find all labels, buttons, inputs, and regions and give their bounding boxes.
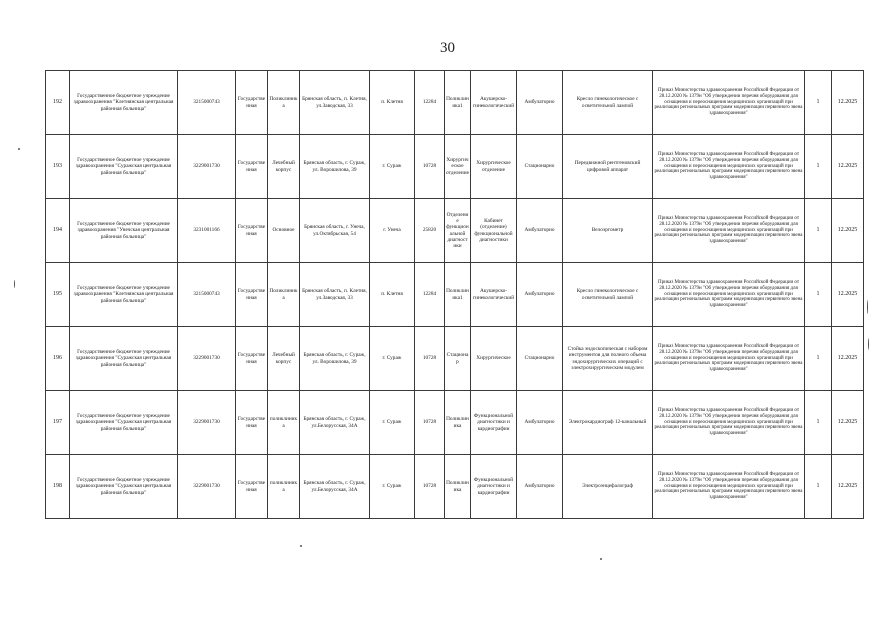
scan-speck <box>300 545 302 547</box>
cell-address: Брянская область, г. Сураж, ул. Ворошилова, 39 <box>300 135 370 199</box>
page-number: 30 <box>440 40 455 56</box>
cell-settlement: г. Унеча <box>370 199 415 263</box>
cell-address: Брянская область, г. Унеча, ул.Октябрьская, 54 <box>300 199 370 263</box>
cell-ownership-type: Государственная <box>236 327 268 391</box>
cell-equipment-name: Электроэнцефалограф <box>563 455 653 519</box>
table-row <box>46 327 864 391</box>
cell-department: Хирургическое отделение <box>471 135 517 199</box>
cell-order-reference: Приказ Министерства здравоохранения Российской Федерации от 28.12.2020 № 1379н "Об утверждении перечня оборудования для оснащения и переоснащения медицинских организаций при реализации региональных программ модернизации первичного звена здравоохранения" <box>653 327 805 391</box>
cell-quantity: 1 <box>805 391 832 455</box>
cell-department: Акушерско-гинекологический <box>471 263 517 327</box>
cell-quantity: 1 <box>805 263 832 327</box>
cell-building-unit: Поликлиника <box>268 263 300 327</box>
cell-row-number: 195 <box>46 263 70 327</box>
cell-due-date: 12.2025 <box>832 199 864 263</box>
cell-due-date: 12.2025 <box>832 327 864 391</box>
scan-speck <box>868 338 869 350</box>
cell-division: Хирургическое отделение <box>445 135 471 199</box>
cell-ownership-type: Государственная <box>236 71 268 135</box>
cell-organization-name: Государственное бюджетное учреждение здравоохранения "Суражская центральная районная больница" <box>70 135 178 199</box>
equipment-registry-table <box>45 70 864 519</box>
scan-speck <box>600 558 602 560</box>
cell-care-form: Амбулаторно <box>517 263 563 327</box>
cell-inn-code: 3229001730 <box>178 391 236 455</box>
cell-care-form: Амбулаторно <box>517 391 563 455</box>
cell-settlement: г. Сураж <box>370 455 415 519</box>
cell-row-number: 196 <box>46 327 70 391</box>
cell-row-number: 194 <box>46 199 70 263</box>
cell-division: Отделение функциональной диагностики <box>445 199 471 263</box>
cell-organization-name: Государственное бюджетное учреждение здравоохранения "Клетнянская центральная районная больница" <box>70 263 178 327</box>
cell-order-reference: Приказ Министерства здравоохранения Российской Федерации от 28.12.2020 № 1379н "Об утверждении перечня оборудования для оснащения и переоснащения медицинских организаций при реализации региональных программ модернизации первичного звена здравоохранения" <box>653 263 805 327</box>
cell-inn-code: 3215000743 <box>178 71 236 135</box>
scan-speck <box>14 280 15 288</box>
cell-equipment-name: Стойка эндоскопическая с набором инструментов для полного объема эндохирургических операций с электрохирургическим модулем <box>563 327 653 391</box>
cell-order-reference: Приказ Министерства здравоохранения Российской Федерации от 28.12.2020 № 1379н "Об утверждении перечня оборудования для оснащения и переоснащения медицинских организаций при реализации региональных программ модернизации первичного звена здравоохранения" <box>653 455 805 519</box>
cell-address: Брянская область, г. Сураж, ул. Ворошилова, 39 <box>300 327 370 391</box>
cell-division: Стационар <box>445 327 471 391</box>
cell-due-date: 12.2025 <box>832 391 864 455</box>
table-row <box>46 455 864 519</box>
cell-department: Функциональной диагностики и кардиографии <box>471 455 517 519</box>
cell-inn-code: 3229001730 <box>178 455 236 519</box>
table-row <box>46 135 864 199</box>
cell-organization-name: Государственное бюджетное учреждение здравоохранения "Суражская центральная районная больница" <box>70 455 178 519</box>
cell-due-date: 12.2025 <box>832 263 864 327</box>
cell-row-number: 193 <box>46 135 70 199</box>
cell-organization-name: Государственное бюджетное учреждение здравоохранения "Унечская центральная районная больница" <box>70 199 178 263</box>
cell-ownership-type: Государственная <box>236 199 268 263</box>
cell-building-unit: поликлиника <box>268 391 300 455</box>
cell-building-unit: Поликлиника <box>268 71 300 135</box>
cell-quantity: 1 <box>805 199 832 263</box>
cell-division: Поликлиника <box>445 391 471 455</box>
table-row <box>46 71 864 135</box>
cell-ownership-type: Государственная <box>236 455 268 519</box>
cell-care-form: Амбулаторно <box>517 455 563 519</box>
cell-equipment-name: Передвижной рентгеновский цифровой аппарат <box>563 135 653 199</box>
cell-equipment-name: Велоэргометр <box>563 199 653 263</box>
cell-population: 10728 <box>415 327 445 391</box>
cell-due-date: 12.2025 <box>832 455 864 519</box>
cell-address: Брянская область, г. Сураж, ул.Белорусская, 34А <box>300 391 370 455</box>
cell-row-number: 198 <box>46 455 70 519</box>
cell-address: Брянская область, г. Сураж, ул.Белорусская, 34А <box>300 455 370 519</box>
cell-settlement: п. Клетня <box>370 71 415 135</box>
cell-population: 25820 <box>415 199 445 263</box>
scan-speck <box>867 300 868 314</box>
cell-equipment-name: Кресло гинекологическое с осветительной лампой <box>563 71 653 135</box>
cell-row-number: 192 <box>46 71 70 135</box>
cell-quantity: 1 <box>805 327 832 391</box>
cell-inn-code: 3215000743 <box>178 263 236 327</box>
cell-organization-name: Государственное бюджетное учреждение здравоохранения "Суражская центральная районная больница" <box>70 391 178 455</box>
cell-care-form: Стационарно <box>517 327 563 391</box>
cell-division: Поликлиника <box>445 455 471 519</box>
cell-building-unit: Основное <box>268 199 300 263</box>
cell-population: 10728 <box>415 391 445 455</box>
cell-order-reference: Приказ Министерства здравоохранения Российской Федерации от 28.12.2020 № 1379н "Об утверждении перечня оборудования для оснащения и переоснащения медицинских организаций при реализации региональных программ модернизации первичного звена здравоохранения" <box>653 71 805 135</box>
cell-order-reference: Приказ Министерства здравоохранения Российской Федерации от 28.12.2020 № 1379н "Об утверждении перечня оборудования для оснащения и переоснащения медицинских организаций при реализации региональных программ модернизации первичного звена здравоохранения" <box>653 199 805 263</box>
cell-department: Акушерско-гинекологический <box>471 71 517 135</box>
cell-care-form: Амбулаторно <box>517 199 563 263</box>
table-row <box>46 263 864 327</box>
cell-settlement: г. Сураж <box>370 327 415 391</box>
cell-organization-name: Государственное бюджетное учреждение здравоохранения "Суражская центральная районная больница" <box>70 327 178 391</box>
cell-ownership-type: Государственная <box>236 263 268 327</box>
cell-building-unit: поликлиника <box>268 455 300 519</box>
cell-due-date: 12.2025 <box>832 71 864 135</box>
cell-row-number: 197 <box>46 391 70 455</box>
cell-settlement: г. Сураж <box>370 135 415 199</box>
cell-order-reference: Приказ Министерства здравоохранения Российской Федерации от 28.12.2020 № 1379н "Об утверждении перечня оборудования для оснащения и переоснащения медицинских организаций при реализации региональных программ модернизации первичного звена здравоохранения" <box>653 391 805 455</box>
cell-building-unit: Лечебный корпус <box>268 327 300 391</box>
cell-ownership-type: Государственная <box>236 135 268 199</box>
cell-settlement: г. Сураж <box>370 391 415 455</box>
cell-quantity: 1 <box>805 135 832 199</box>
cell-department: Функциональной диагностики и кардиографии <box>471 391 517 455</box>
cell-department: Кабинет (отделение) функциональной диагностики <box>471 199 517 263</box>
cell-population: 10728 <box>415 135 445 199</box>
cell-address: Брянская область, п. Клетня, ул.Заводская, 33 <box>300 71 370 135</box>
cell-quantity: 1 <box>805 455 832 519</box>
cell-division: Поликлиника1 <box>445 263 471 327</box>
cell-population: 12284 <box>415 263 445 327</box>
cell-department: Хирургическое <box>471 327 517 391</box>
cell-settlement: п. Клетня <box>370 263 415 327</box>
cell-division: Поликлиника1 <box>445 71 471 135</box>
cell-equipment-name: Кресло гинекологическое с осветительной лампой <box>563 263 653 327</box>
cell-building-unit: Лечебный корпус <box>268 135 300 199</box>
cell-order-reference: Приказ Министерства здравоохранения Российской Федерации от 28.12.2020 № 1379н "Об утверждении перечня оборудования для оснащения и переоснащения медицинских организаций при реализации региональных программ модернизации первичного звена здравоохранения" <box>653 135 805 199</box>
table-row <box>46 391 864 455</box>
cell-population: 12284 <box>415 71 445 135</box>
cell-equipment-name: Электрокардиограф 12-канальный <box>563 391 653 455</box>
table-row <box>46 199 864 263</box>
cell-quantity: 1 <box>805 71 832 135</box>
cell-care-form: Стационарно <box>517 135 563 199</box>
cell-organization-name: Государственное бюджетное учреждение здравоохранения "Клетнянская центральная районная больница" <box>70 71 178 135</box>
cell-due-date: 12.2025 <box>832 135 864 199</box>
scan-speck <box>18 148 20 150</box>
cell-ownership-type: Государственная <box>236 391 268 455</box>
cell-population: 10728 <box>415 455 445 519</box>
cell-inn-code: 3229001730 <box>178 135 236 199</box>
cell-care-form: Амбулаторно <box>517 71 563 135</box>
cell-inn-code: 3231001166 <box>178 199 236 263</box>
cell-inn-code: 3229001730 <box>178 327 236 391</box>
cell-address: Брянская область, п. Клетня, ул.Заводская, 33 <box>300 263 370 327</box>
